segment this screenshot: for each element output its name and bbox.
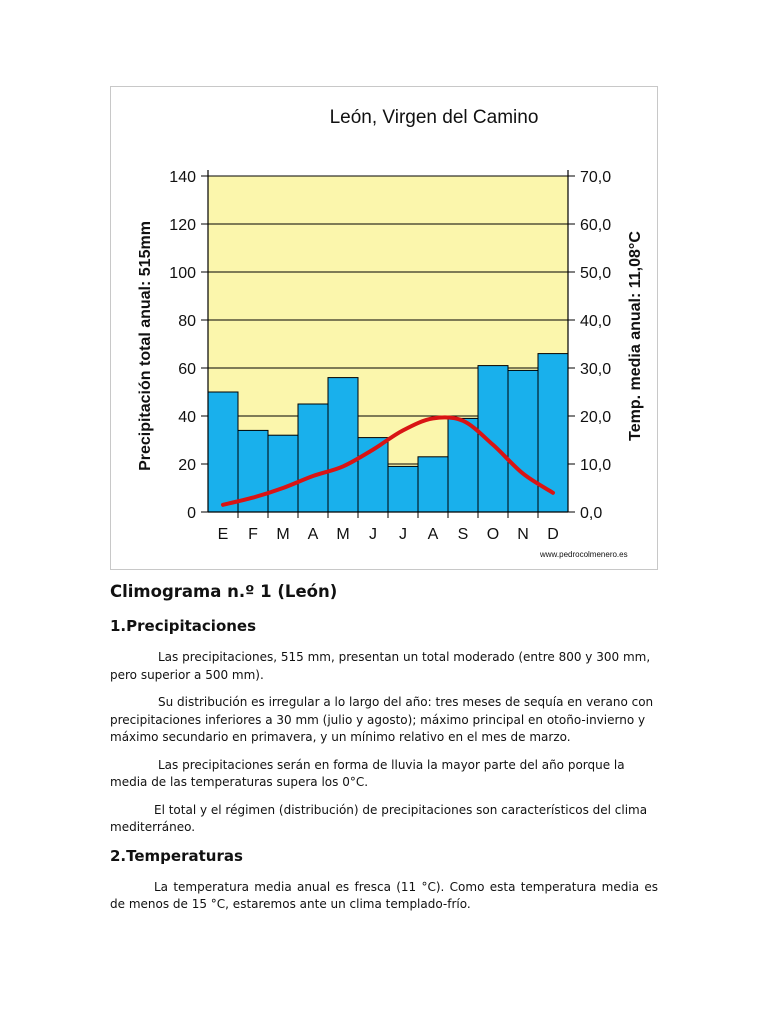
climograph-chart <box>110 86 658 570</box>
climograph-figure <box>110 86 658 570</box>
y-tick-label-left: 140 <box>169 169 196 186</box>
precipitation-bar <box>208 392 238 512</box>
precipitation-bar <box>268 435 298 512</box>
x-tick-label: F <box>248 526 258 543</box>
y-tick-label-right: 60,0 <box>580 217 612 234</box>
x-tick-label: M <box>276 526 290 543</box>
chart-title: León, Virgen del Camino <box>329 107 539 128</box>
y-tick-label-right: 20,0 <box>580 409 612 426</box>
y-tick-label-left: 100 <box>169 265 196 282</box>
y-tick-label-right: 50,0 <box>580 265 612 282</box>
x-tick-label: M <box>336 526 350 543</box>
y-tick-label-left: 0 <box>187 505 196 522</box>
source-credit: www.pedrocolmenero.es <box>540 550 628 559</box>
y-tick-label-left: 80 <box>178 313 196 330</box>
y-axis-title-right: Temp. media anual: 11,08°C <box>627 231 644 441</box>
x-tick-label: D <box>547 526 559 543</box>
y-tick-label-right: 70,0 <box>580 169 612 186</box>
x-tick-label: J <box>399 526 407 543</box>
y-tick-label-right: 0,0 <box>580 505 603 522</box>
precipitation-bar <box>298 404 328 512</box>
y-tick-label-right: 10,0 <box>580 457 612 474</box>
section-title-precipitaciones: 1.Precipitaciones <box>110 617 257 635</box>
precipitation-bar <box>328 378 358 512</box>
precipitation-bar <box>478 366 508 512</box>
paragraph: El total y el régimen (distribución) de precipitaciones son característicos del clima mediterráneo. <box>110 802 648 834</box>
y-tick-label-left: 20 <box>178 457 196 474</box>
y-tick-label-left: 60 <box>178 361 196 378</box>
x-tick-label: O <box>486 526 500 543</box>
x-tick-label: J <box>369 526 377 543</box>
y-tick-label-left: 120 <box>169 217 196 234</box>
document-body <box>110 582 658 924</box>
precipitation-bar <box>418 457 448 512</box>
precipitation-bar <box>508 370 538 512</box>
precipitation-bar <box>448 418 478 512</box>
paragraph: Las precipitaciones, 515 mm, presentan un total moderado (entre 800 y 300 mm, pero superior a 500 mm). <box>110 650 651 682</box>
paragraph: Su distribución es irregular a lo largo del año: tres meses de sequía en verano con precipitaciones inferiores a 30 mm (julio y agosto); máximo principal en otoño-invierno y máximo secundario en primavera, y un mínimo relativo en el mes de marzo. <box>110 695 654 744</box>
y-tick-label-right: 30,0 <box>580 361 612 378</box>
section-title-temperaturas: 2.Temperaturas <box>110 846 243 865</box>
paragraph: Las precipitaciones serán en forma de lluvia la mayor parte del año porque la media de las temperaturas supera los 0°C. <box>110 757 625 789</box>
paragraph: La temperatura media anual es fresca (11 °C). Como esta temperatura media es de menos de 15 °C, estaremos ante un clima templado-frío. <box>110 879 658 911</box>
x-tick-label: A <box>307 526 319 543</box>
y-axis-title-left: Precipitación total anual: 515mm <box>137 221 154 471</box>
document-title: Climograma n.º 1 (León) <box>110 582 338 601</box>
x-tick-label: A <box>427 526 439 543</box>
x-tick-label: S <box>457 526 469 543</box>
y-tick-label-right: 40,0 <box>580 313 612 330</box>
precipitation-bar <box>388 466 418 512</box>
x-tick-label: E <box>217 526 229 543</box>
x-tick-label: N <box>517 526 529 543</box>
y-tick-label-left: 40 <box>178 409 196 426</box>
